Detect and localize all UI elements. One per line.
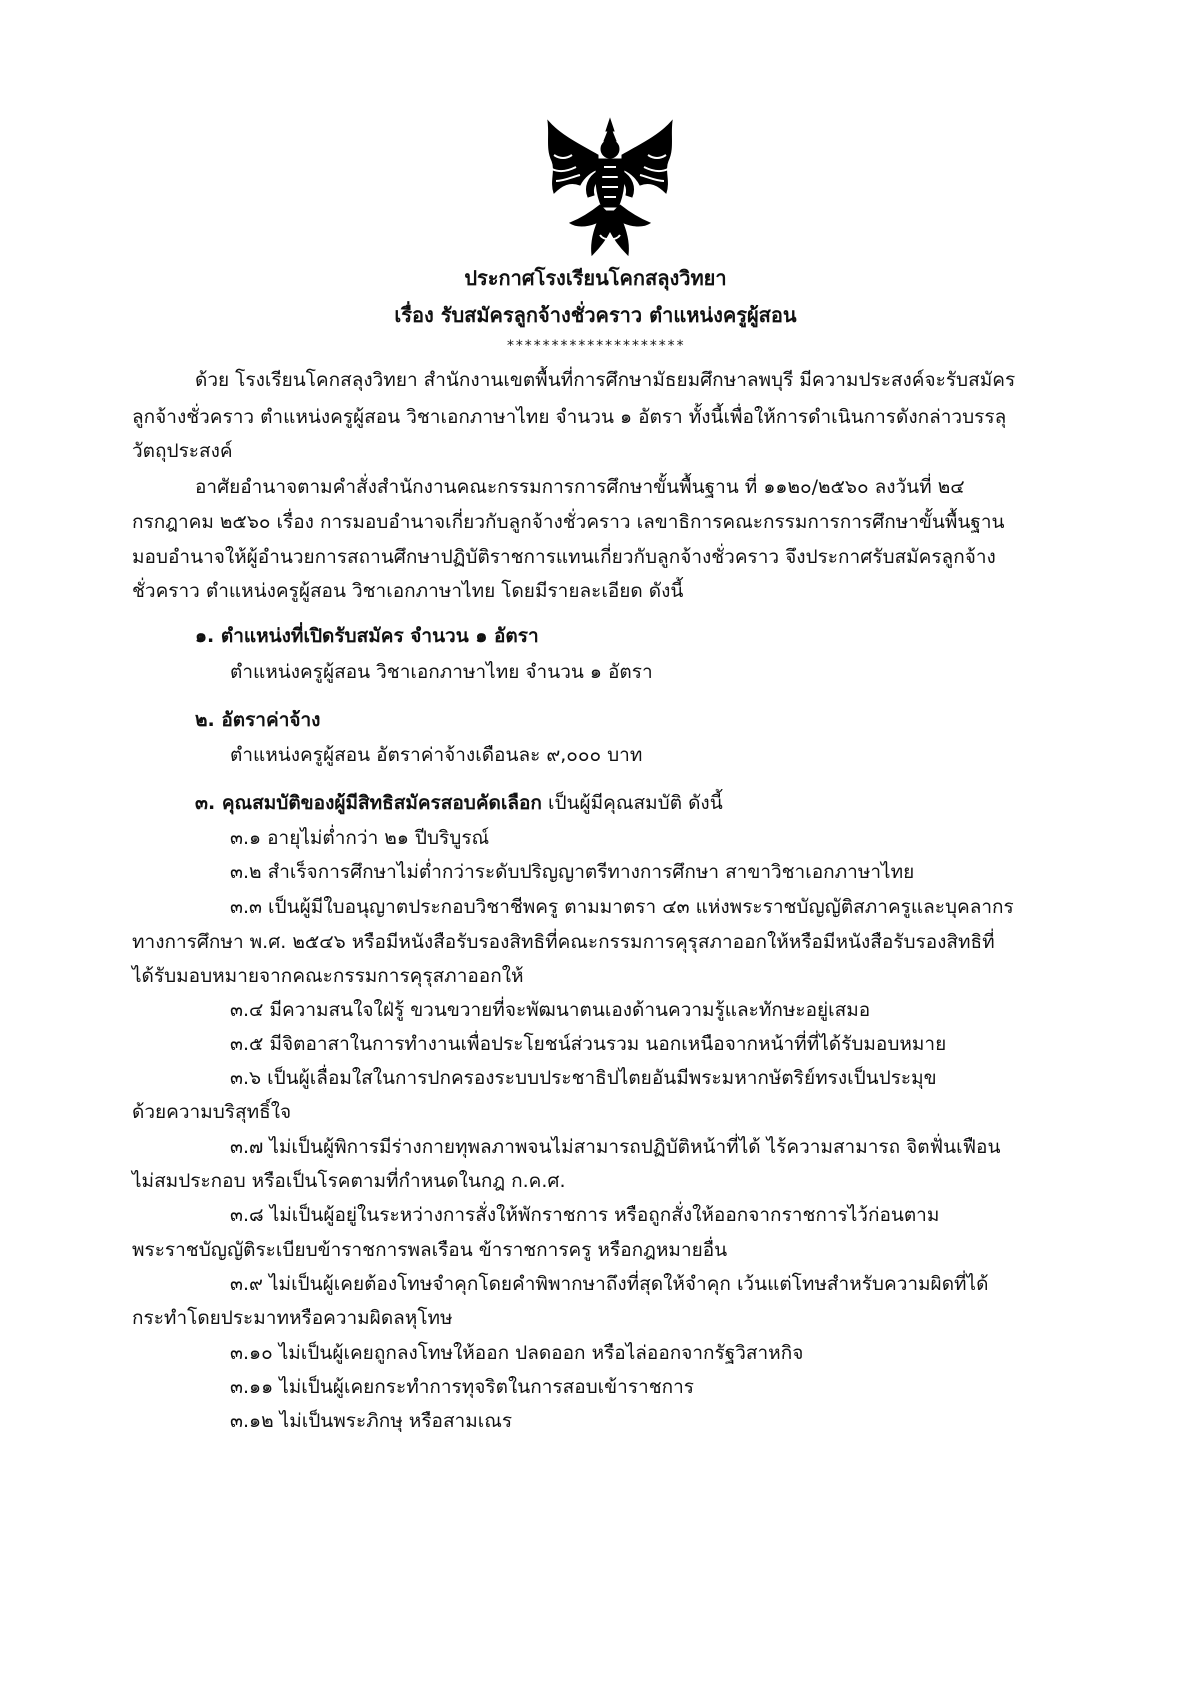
- qualification-3-12: ๓.๑๒ ไม่เป็นพระภิกษุ หรือสามเณร: [230, 1410, 513, 1432]
- intro-p1-line2: ลูกจ้างชั่วคราว ตำแหน่งครูผู้สอน วิชาเอกภาษาไทย จำนวน ๑ อัตรา ทั้งนี้เพื่อให้การดำเนินการดังกล่าวบรรลุ: [132, 406, 1007, 428]
- qualification-3-10: ๓.๑๐ ไม่เป็นผู้เคยถูกลงโทษให้ออก ปลดออก หรือไล่ออกจากรัฐวิสาหกิจ: [230, 1342, 804, 1364]
- qualification-3-7-line1: ๓.๗ ไม่เป็นผู้พิการมีร่างกายทุพลภาพจนไม่สามารถปฏิบัติหน้าที่ได้ ไร้ความสามารถ จิตฟั่นเฟือน: [230, 1136, 1001, 1158]
- qualification-3-4: ๓.๔ มีความสนใจใฝ่รู้ ขวนขวายที่จะพัฒนาตนเองด้านความรู้และทักษะอยู่เสมอ: [230, 999, 871, 1021]
- qualification-3-3-line3: ได้รับมอบหมายจากคณะกรรมการคุรุสภาออกให้: [132, 965, 524, 987]
- qualification-3-8-line1: ๓.๘ ไม่เป็นผู้อยู่ในระหว่างการสั่งให้พักราชการ หรือถูกสั่งให้ออกจากราชการไว้ก่อนตาม: [230, 1204, 940, 1226]
- qualification-3-3-line2: ทางการศึกษา พ.ศ. ๒๕๔๖ หรือมีหนังสือรับรองสิทธิที่คณะกรรมการคุรุสภาออกให้หรือมีหนังสือรับรองสิทธิที่: [132, 931, 995, 953]
- intro-p1-line1: ด้วย โรงเรียนโคกสลุงวิทยา สำนักงานเขตพื้นที่การศึกษามัธยมศึกษาลพบุรี มีความประสงค์จะรับสมัคร: [195, 369, 1016, 391]
- section-2-heading: ๒. อัตราค่าจ้าง: [195, 709, 321, 731]
- garuda-emblem-icon: [540, 115, 680, 260]
- qualification-3-7-line2: ไม่สมประกอบ หรือเป็นโรคตามที่กำหนดในกฎ ก.ค.ศ.: [132, 1170, 566, 1192]
- qualification-3-1: ๓.๑ อายุไม่ต่ำกว่า ๒๑ ปีบริบูรณ์: [230, 827, 490, 849]
- qualification-3-11: ๓.๑๑ ไม่เป็นผู้เคยกระทำการทุจริตในการสอบเข้าราชการ: [230, 1376, 694, 1398]
- title-divider: ********************: [506, 338, 685, 354]
- intro-p2-line4: ชั่วคราว ตำแหน่งครูผู้สอน วิชาเอกภาษาไทย โดยมีรายละเอียด ดังนี้: [132, 580, 684, 602]
- qualification-3-9-line1: ๓.๙ ไม่เป็นผู้เคยต้องโทษจำคุกโดยคำพิพากษาถึงที่สุดให้จำคุก เว้นแต่โทษสำหรับความผิดที่ได้: [230, 1273, 989, 1295]
- qualification-3-5: ๓.๕ มีจิตอาสาในการทำงานเพื่อประโยชน์ส่วนรวม นอกเหนือจากหน้าที่ที่ได้รับมอบหมาย: [230, 1033, 947, 1055]
- qualification-3-6-line2: ด้วยความบริสุทธิ์ใจ: [132, 1101, 292, 1123]
- announcement-title: ประกาศโรงเรียนโคกสลุงวิทยา: [464, 266, 727, 290]
- intro-p2-line2: กรกฎาคม ๒๕๖๐ เรื่อง การมอบอำนาจเกี่ยวกับลูกจ้างชั่วคราว เลขาธิการคณะกรรมการการศึกษาขั้นพื้นฐาน: [132, 511, 1005, 533]
- qualification-3-9-line2: กระทำโดยประมาทหรือความผิดลหุโทษ: [132, 1307, 453, 1329]
- intro-p2-line1: อาศัยอำนาจตามคำสั่งสำนักงานคณะกรรมการการศึกษาขั้นพื้นฐาน ที่ ๑๑๒๐/๒๕๖๐ ลงวันที่ ๒๔: [195, 476, 965, 498]
- qualification-3-2: ๓.๒ สำเร็จการศึกษาไม่ต่ำกว่าระดับปริญญาตรีทางการศึกษา สาขาวิชาเอกภาษาไทย: [230, 861, 915, 883]
- section-1-body: ตำแหน่งครูผู้สอน วิชาเอกภาษาไทย จำนวน ๑ อัตรา: [230, 661, 653, 683]
- section-1-heading: ๑. ตำแหน่งที่เปิดรับสมัคร จำนวน ๑ อัตรา: [195, 625, 539, 647]
- section-2-body: ตำแหน่งครูผู้สอน อัตราค่าจ้างเดือนละ ๙,๐๐๐ บาท: [230, 744, 643, 766]
- section-3-heading: ๓. คุณสมบัติของผู้มีสิทธิสมัครสอบคัดเลือก เป็นผู้มีคุณสมบัติ ดังนี้: [195, 792, 723, 814]
- intro-p2-line3: มอบอำนาจให้ผู้อำนวยการสถานศึกษาปฏิบัติราชการแทนเกี่ยวกับลูกจ้างชั่วคราว จึงประกาศรับสมัครลูกจ้าง: [132, 546, 996, 568]
- announcement-subject: เรื่อง รับสมัครลูกจ้างชั่วคราว ตำแหน่งครูผู้สอน: [394, 303, 797, 327]
- intro-p1-line3: วัตถุประสงค์: [132, 440, 233, 462]
- qualification-3-6-line1: ๓.๖ เป็นผู้เลื่อมใสในการปกครองระบบประชาธิปไตยอันมีพระมหากษัตริย์ทรงเป็นประมุข: [230, 1067, 937, 1089]
- qualification-3-3-line1: ๓.๓ เป็นผู้มีใบอนุญาตประกอบวิชาชีพครู ตามมาตรา ๔๓ แห่งพระราชบัญญัติสภาครูและบุคลากร: [230, 896, 1014, 918]
- qualification-3-8-line2: พระราชบัญญัติระเบียบข้าราชการพลเรือน ข้าราชการครู หรือกฎหมายอื่น: [132, 1239, 728, 1261]
